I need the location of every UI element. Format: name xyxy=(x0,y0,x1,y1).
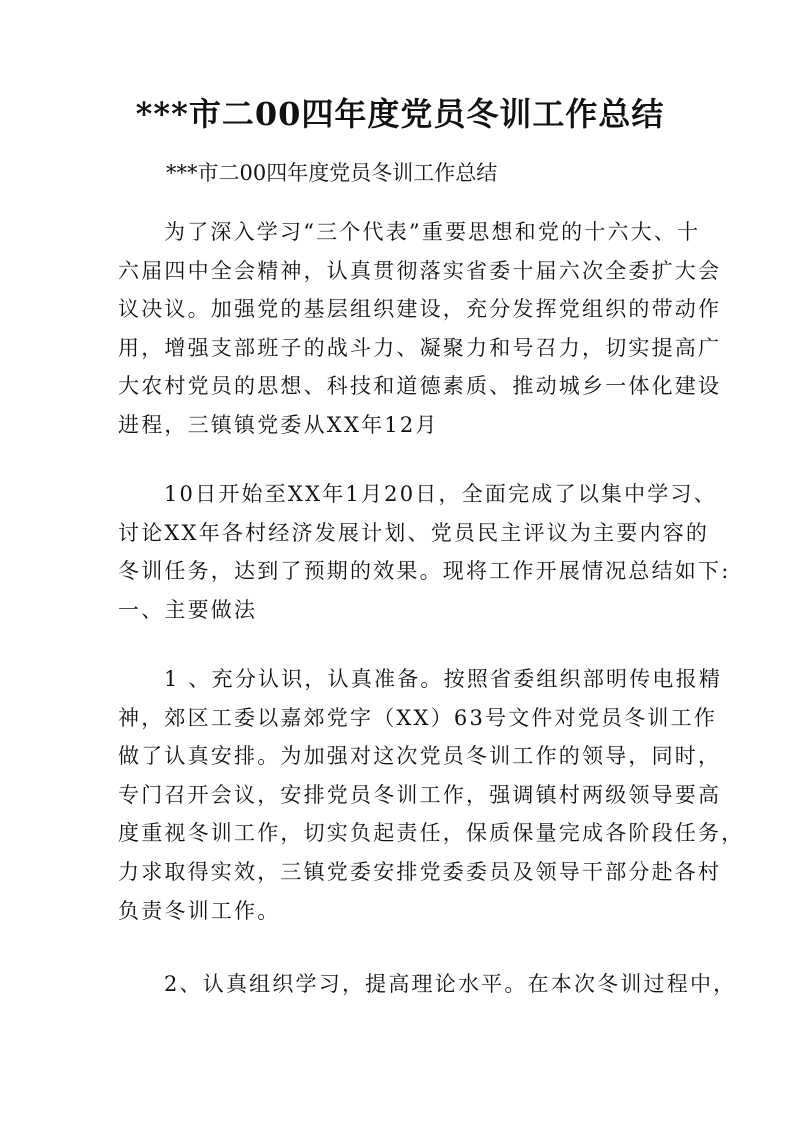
paragraph-line: 力求取得实效，三镇党委安排党委委员及领导干部分赴各村 xyxy=(118,859,722,884)
paragraph-line: 冬训任务，达到了预期的效果。现将工作开展情况总结如下: xyxy=(118,559,731,584)
paragraph-line: 六届四中全会精神，认真贯彻落实省委十届六次全委扩大会 xyxy=(118,258,722,283)
paragraph-line: 专门召开会议，安排党员冬训工作，强调镇村两级领导要高 xyxy=(118,782,722,807)
paragraph-line: 1 、充分认识，认真准备。按照省委组织部明传电报精 xyxy=(164,667,723,691)
paragraph-line: 议决议。加强党的基层组织建设，充分发挥党组织的带动作 xyxy=(118,297,722,322)
paragraph-item-1 xyxy=(118,660,745,930)
paragraph-line: 负责冬训工作。 xyxy=(118,898,281,923)
paragraph-intro xyxy=(118,213,722,445)
paragraph-item-2 xyxy=(118,965,737,1004)
document-subtitle: ***市二00四年度党员冬训工作总结 xyxy=(166,161,498,185)
paragraph-line: 神，郊区工委以嘉郊党字（XX）63号文件对党员冬训工作 xyxy=(118,705,718,730)
paragraph-line: 2、认真组织学习，提高理论水平。在本次冬训过程中， xyxy=(164,972,737,996)
section-heading: 一、主要做法 xyxy=(118,597,258,622)
paragraph-line: 为了深入学习“三个代表”重要思想和党的十六大、十 xyxy=(164,220,701,244)
paragraph-line: 度重视冬训工作，切实负起责任，保质保量完成各阶段任务， xyxy=(118,821,745,846)
paragraph-line: 用，增强支部班子的战斗力、凝聚力和号召力，切实提高广 xyxy=(118,335,722,360)
paragraph-summary xyxy=(118,475,731,629)
page-title: ***市二00四年度党员冬训工作总结 xyxy=(135,95,665,133)
paragraph-line: 做了认真安排。为加强对这次党员冬训工作的领导，同时， xyxy=(118,744,722,769)
paragraph-line: 进程，三镇镇党委从XX年12月 xyxy=(118,412,439,437)
paragraph-line: 10日开始至XX年1月20日，全面完成了以集中学习、 xyxy=(164,482,717,506)
paragraph-line: 大农村党员的思想、科技和道德素质、推动城乡一体化建设 xyxy=(118,374,722,399)
paragraph-line: 讨论XX年各村经济发展计划、党员民主评议为主要内容的 xyxy=(118,520,710,545)
